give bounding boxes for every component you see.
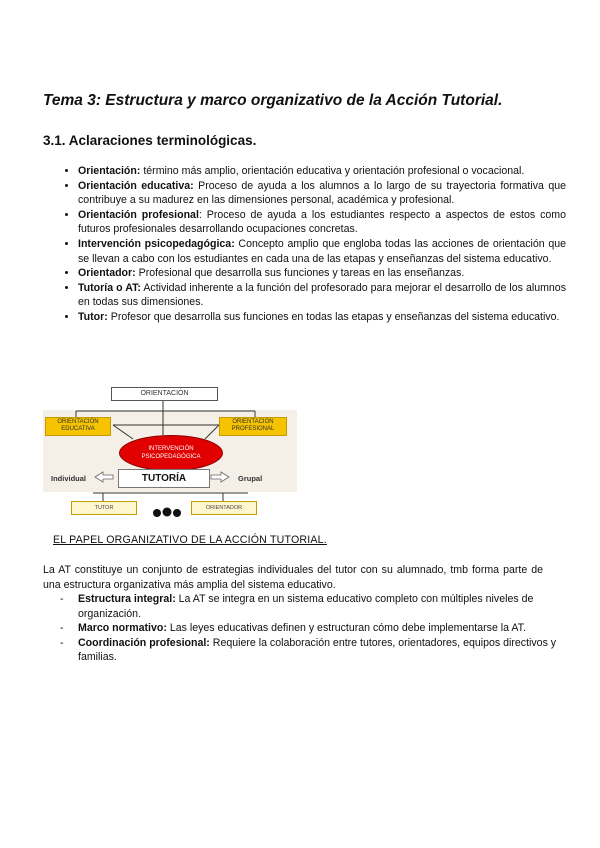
list-item: [78, 621, 562, 636]
diagram-tutor-box: TUTOR: [71, 501, 137, 515]
section-title: EL PAPEL ORGANIZATIVO DE LA ACCIÓN TUTORIAL.: [53, 534, 327, 546]
point-label: Coordinación profesional:: [78, 636, 210, 649]
point-text: Requiere la colaboración entre tutores, orientadores, equipos directivos y familias.: [78, 636, 557, 664]
people-icon: [151, 507, 181, 517]
term-label: Orientación profesional: [78, 208, 199, 221]
intro-paragraph: La AT constituye un conjunto de estrategias individuales del tutor con su alumnado, tmb forma parte de una estructura organizativa más amplia del sistema educativo.: [43, 564, 543, 591]
list-item: [78, 208, 566, 237]
list-item: [78, 592, 562, 621]
diagram-grupal-label: Grupal: [238, 474, 263, 483]
term-label: Tutor:: [78, 310, 108, 323]
diagram-tutoria-box: TUTORÍA: [118, 469, 210, 488]
arrow-right-icon: [211, 472, 229, 482]
term-definition: Concepto amplio que engloba todas las acciones de orientación que se llevan a cabo con los estudiantes en cada una de las etapas y enseñanzas del sistema educativo.: [78, 237, 566, 265]
diagram-individual-label: Individual: [51, 474, 87, 483]
box-line: ORIENTACIÓN: [57, 419, 99, 425]
diagram-intervention-ellipse: [119, 435, 223, 471]
point-label: Marco normativo:: [78, 622, 167, 635]
diagram-orientation-box: ORIENTACIÓN: [111, 387, 218, 401]
page-title: Tema 3: Estructura y marco organizativo de la Acción Tutorial.: [43, 92, 503, 109]
term-definition: Profesor que desarrolla sus funciones en todas las etapas y enseñanzas del sistema educativo.: [107, 310, 560, 323]
term-definition: Actividad inherente a la función del profesorado para mejorar el desarrollo de los alumnos en todas sus dimensiones.: [78, 281, 566, 309]
list-item: [78, 266, 566, 281]
box-line: EDUCATIVA: [61, 426, 95, 432]
list-item: [78, 164, 566, 179]
point-label: Estructura integral:: [78, 593, 176, 605]
term-definition: término más amplio, orientación educativa y orientación profesional o vocacional.: [140, 165, 525, 177]
list-item: [78, 179, 566, 208]
list-item: [78, 281, 566, 310]
term-label: Orientador:: [78, 267, 136, 280]
points-list: [60, 592, 562, 665]
arrow-left-icon: [95, 472, 113, 482]
term-definition: Profesional que desarrolla sus funciones y tareas en las enseñanzas.: [135, 267, 465, 280]
section-heading: 3.1. Aclaraciones terminológicas.: [43, 133, 257, 148]
diagram-orientador-box: ORIENTADOR: [191, 501, 257, 515]
point-text: La AT se integra en un sistema educativo completo con múltiples niveles de organización.: [78, 593, 534, 620]
ellipse-line: PSICOPEDAGÓGICA: [141, 454, 201, 460]
ellipse-line: INTERVENCIÓN: [148, 446, 194, 452]
term-definition: Proceso de ayuda a los alumnos a lo largo de su trayectoria formativa que contribuye a su madurez en las dimensiones personal, académica y profesional.: [78, 179, 566, 207]
list-item: [78, 310, 566, 325]
diagram-professional-box: [219, 417, 287, 436]
term-label: Orientación:: [78, 165, 141, 177]
box-line: ORIENTACIÓN: [232, 419, 274, 425]
terms-list: [58, 164, 566, 325]
list-item: [78, 237, 566, 266]
term-label: Orientación educativa:: [78, 179, 194, 192]
diagram-educational-box: [45, 417, 111, 436]
list-item: [78, 636, 562, 665]
orientation-diagram: [43, 383, 297, 515]
point-text: Las leyes educativas definen y estructuran cómo debe implementarse la AT.: [166, 622, 526, 635]
box-line: PROFESIONAL: [231, 426, 275, 432]
term-label: Intervención psicopedagógica:: [78, 237, 235, 250]
term-definition: : Proceso de ayuda a los estudiantes respecto a aspectos de estos como futuros profesionales desarrollando ocupaciones concretas.: [78, 208, 566, 236]
term-label: Tutoría o AT:: [78, 281, 141, 294]
